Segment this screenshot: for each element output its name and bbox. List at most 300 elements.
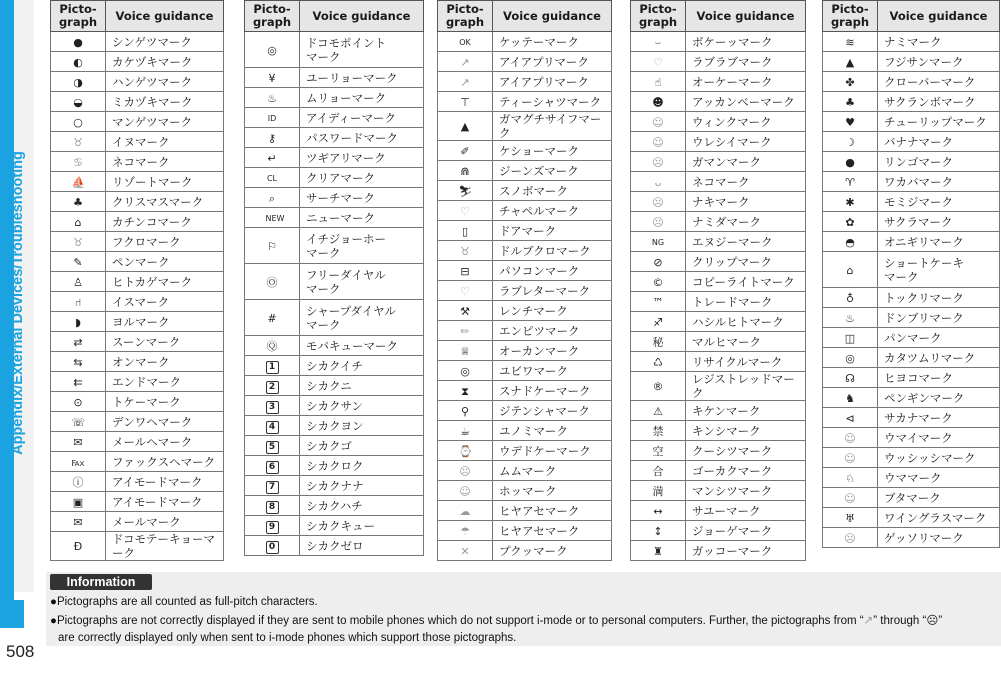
pictograph-cell	[51, 492, 106, 512]
pictograph-cell	[438, 181, 493, 201]
voice-guidance-cell: クーシツマーク	[686, 441, 806, 461]
voice-guidance-cell: パンマーク	[878, 328, 1000, 348]
pictograph-icon: ♙	[73, 275, 83, 289]
pictograph-icon: ♨	[845, 311, 855, 325]
pictograph-cell	[631, 92, 686, 112]
table-row	[438, 181, 612, 201]
voice-guidance-cell: シンゲツマーク	[106, 32, 224, 52]
pictograph-icon: ◫	[844, 331, 856, 345]
table-row	[51, 352, 224, 372]
pictograph-cell	[51, 532, 106, 561]
sidebar-tab	[0, 600, 24, 628]
table-row	[823, 72, 1000, 92]
pictograph-cell	[631, 52, 686, 72]
table-row	[438, 461, 612, 481]
table-row	[245, 536, 424, 556]
pictograph-icon: ✉	[73, 435, 83, 449]
pictograph-icon: ®	[652, 380, 664, 393]
information-bullet-1: ●Pictographs are all counted as full-pitch characters.	[50, 596, 318, 608]
voice-guidance-cell: クローバーマーク	[878, 72, 1000, 92]
voice-guidance-cell: ラブラブマーク	[686, 52, 806, 72]
pictograph-cell	[631, 292, 686, 312]
pictograph-cell	[823, 448, 878, 468]
pictograph-cell	[438, 281, 493, 301]
pictograph-icon: ✐	[460, 144, 470, 158]
pictograph-cell	[823, 528, 878, 548]
voice-guidance-cell: ネコマーク	[106, 152, 224, 172]
pictograph-icon: ♺	[653, 355, 663, 369]
table-row	[823, 368, 1000, 388]
pictograph-icon: ♜	[653, 544, 663, 558]
pictograph-icon: ♁	[845, 291, 855, 305]
table-row	[438, 421, 612, 441]
voice-guidance-cell: パスワードマーク	[300, 128, 424, 148]
table-row	[823, 328, 1000, 348]
pictograph-cell	[51, 452, 106, 472]
table-row	[631, 332, 806, 352]
pictograph-cell	[631, 401, 686, 421]
voice-guidance-cell: アッカンベーマーク	[686, 92, 806, 112]
table-row	[245, 336, 424, 356]
voice-guidance-cell: サクラマーク	[878, 212, 1000, 232]
voice-guidance-cell: ヒヤアセマーク	[493, 501, 612, 521]
table-row	[245, 456, 424, 476]
pictograph-cell	[823, 112, 878, 132]
pictograph-icon: ♉	[73, 235, 83, 249]
pictograph-cell	[245, 148, 300, 168]
table-row	[631, 192, 806, 212]
pictograph-cell	[438, 72, 493, 92]
pictograph-cell	[51, 372, 106, 392]
voice-guidance-cell: ティーシャツマーク	[493, 92, 612, 112]
pictograph-cell	[51, 252, 106, 272]
pictograph-cell	[631, 461, 686, 481]
pictograph-cell	[438, 301, 493, 321]
table-row	[438, 141, 612, 161]
table-row	[51, 332, 224, 352]
pictograph-icon: ☁	[459, 504, 471, 518]
voice-guidance-cell: リンゴマーク	[878, 152, 1000, 172]
voice-guidance-cell: シカクゴ	[300, 436, 424, 456]
pictograph-cell	[51, 412, 106, 432]
voice-guidance-cell: マンシツマーク	[686, 481, 806, 501]
pictograph-cell	[631, 501, 686, 521]
pictograph-icon: ↵	[267, 151, 277, 165]
table-row	[631, 421, 806, 441]
table-header-row	[631, 1, 806, 32]
voice-guidance-cell: メールマーク	[106, 512, 224, 532]
table-row	[631, 92, 806, 112]
pictograph-icon: ♐	[653, 315, 663, 329]
pictograph-icon: ♋	[73, 155, 83, 169]
pictograph-cell	[823, 212, 878, 232]
voice-guidance-cell: トックリマーク	[878, 288, 1000, 308]
pictograph-icon: ▲	[845, 55, 855, 69]
table-row	[823, 528, 1000, 548]
pictograph-cell	[823, 368, 878, 388]
table-row	[823, 192, 1000, 212]
voice-guidance-cell: チャペルマーク	[493, 201, 612, 221]
table-row	[438, 441, 612, 461]
voice-guidance-cell: アイアプリマーク	[493, 72, 612, 92]
table-row	[631, 272, 806, 292]
table-row	[51, 132, 224, 152]
pictograph-icon: ●	[845, 155, 855, 169]
table-row	[823, 348, 1000, 368]
pictograph-icon: ◗	[75, 315, 81, 329]
pictograph-cell	[823, 468, 878, 488]
pictograph-cell	[438, 461, 493, 481]
pictograph-icon: ⧗	[461, 384, 469, 398]
pictograph-cell	[631, 132, 686, 152]
table-row	[823, 448, 1000, 468]
pictograph-cell	[51, 432, 106, 452]
voice-guidance-cell: ジテンシャマーク	[493, 401, 612, 421]
voice-guidance-cell: サーチマーク	[300, 188, 424, 208]
pictograph-icon: ⛵	[71, 175, 86, 189]
table-row	[245, 68, 424, 88]
pictograph-cell	[438, 341, 493, 361]
pictograph-cell	[823, 408, 878, 428]
pictograph-icon: ◎	[267, 43, 277, 57]
table-row	[51, 52, 224, 72]
pictograph-icon: 禁	[652, 424, 664, 438]
pictograph-icon: ◒	[73, 95, 83, 109]
pictograph-cell	[51, 192, 106, 212]
table-row	[823, 288, 1000, 308]
table-row	[823, 132, 1000, 152]
voice-guidance-cell: バナナマーク	[878, 132, 1000, 152]
table-row	[823, 232, 1000, 252]
pictograph-cell	[51, 92, 106, 112]
table-row	[823, 112, 1000, 132]
table-row	[631, 312, 806, 332]
pictograph-icon: 空	[652, 444, 664, 458]
pictograph-table-4	[630, 0, 806, 561]
pictograph-table-2	[244, 0, 424, 556]
pictograph-cell	[823, 508, 878, 528]
table-row	[245, 516, 424, 536]
pictograph-cell	[823, 52, 878, 72]
pictograph-cell	[631, 441, 686, 461]
voice-guidance-cell: ショートケーキ マーク	[878, 252, 1000, 288]
voice-guidance-cell: ヒトカゲマーク	[106, 272, 224, 292]
pictograph-icon: ▲	[460, 120, 470, 133]
pictograph-cell	[51, 332, 106, 352]
pictograph-icon: 1	[266, 361, 279, 374]
table-row	[51, 72, 224, 92]
pictograph-icon: ⊘	[653, 255, 663, 269]
table-row	[438, 341, 612, 361]
table-row	[438, 241, 612, 261]
pictograph-icon: ✕	[460, 544, 470, 558]
table-row	[631, 212, 806, 232]
table-row	[631, 401, 806, 421]
header-voice-guidance: Voice guidance	[106, 1, 224, 32]
voice-guidance-cell: シカクヨン	[300, 416, 424, 436]
pictograph-cell	[438, 52, 493, 72]
voice-guidance-cell: ペンギンマーク	[878, 388, 1000, 408]
pictograph-icon: NG	[651, 238, 665, 247]
pictograph-icon: ™	[652, 295, 664, 309]
information-label: Information	[50, 574, 152, 590]
table-row	[245, 396, 424, 416]
table-row	[245, 476, 424, 496]
pictograph-table-5	[822, 0, 1000, 548]
voice-guidance-cell: ドコモポイント マーク	[300, 32, 424, 68]
table-row	[631, 501, 806, 521]
pictograph-cell	[51, 292, 106, 312]
table-row	[823, 468, 1000, 488]
pictograph-cell	[631, 521, 686, 541]
voice-guidance-cell: ユビワマーク	[493, 361, 612, 381]
table-row	[51, 92, 224, 112]
pictograph-icon: ☺	[652, 135, 664, 149]
table-row	[823, 52, 1000, 72]
table-row	[245, 128, 424, 148]
table-row	[631, 352, 806, 372]
pictograph-cell	[631, 541, 686, 561]
pictograph-icon: ☺	[844, 431, 856, 445]
table-header-row	[438, 1, 612, 32]
voice-guidance-cell: レンチマーク	[493, 301, 612, 321]
table-row	[51, 532, 224, 561]
pictograph-cell	[631, 272, 686, 292]
pictograph-cell	[631, 232, 686, 252]
table-row	[245, 168, 424, 188]
table-row	[438, 401, 612, 421]
table-row	[51, 212, 224, 232]
pictograph-icon: ♣	[73, 195, 83, 209]
pictograph-cell	[823, 308, 878, 328]
voice-guidance-cell: レジストレッドマーク	[686, 372, 806, 401]
table-row	[245, 32, 424, 68]
voice-guidance-cell: ウィンクマーク	[686, 112, 806, 132]
pictograph-icon: ♅	[845, 511, 855, 525]
pictograph-icon: 3	[266, 401, 279, 414]
pictograph-cell	[631, 252, 686, 272]
pictograph-icon: NEW	[265, 214, 285, 223]
pictograph-icon: ◐	[73, 55, 83, 69]
table-row	[438, 32, 612, 52]
pictograph-cell	[823, 192, 878, 212]
table-row	[51, 292, 224, 312]
pictograph-cell	[245, 416, 300, 436]
pictograph-icon: ©	[652, 275, 664, 289]
pictograph-icon: ♕	[460, 344, 470, 358]
voice-guidance-cell: ワカバマーク	[878, 172, 1000, 192]
table-row	[51, 392, 224, 412]
voice-guidance-cell: スノボマーク	[493, 181, 612, 201]
voice-guidance-cell: オーカンマーク	[493, 341, 612, 361]
pictograph-cell	[438, 401, 493, 421]
pictograph-cell	[51, 232, 106, 252]
table-row	[631, 32, 806, 52]
table-row	[438, 261, 612, 281]
pictograph-icon: ☹	[844, 531, 856, 545]
voice-guidance-cell: ブタマーク	[878, 488, 1000, 508]
table-row	[438, 112, 612, 141]
pictograph-table-3	[437, 0, 612, 561]
pictograph-icon: ⌚	[458, 444, 473, 458]
voice-guidance-cell: デンワヘマーク	[106, 412, 224, 432]
pictograph-cell	[245, 396, 300, 416]
pictograph-cell	[51, 112, 106, 132]
pictograph-cell	[245, 32, 300, 68]
voice-guidance-cell: ナキマーク	[686, 192, 806, 212]
voice-guidance-cell: ケショーマーク	[493, 141, 612, 161]
voice-guidance-cell: ガマンマーク	[686, 152, 806, 172]
pictograph-icon: ☻	[652, 95, 664, 109]
header-pictograph: Picto- graph	[631, 1, 686, 32]
pictograph-cell	[51, 512, 106, 532]
table-row	[631, 461, 806, 481]
pictograph-icon: ⚐	[267, 239, 277, 253]
pictograph-icon: ☝	[654, 75, 662, 89]
table-row	[438, 321, 612, 341]
voice-guidance-cell: ヒヨコマーク	[878, 368, 1000, 388]
pictograph-cell	[51, 272, 106, 292]
voice-guidance-cell: シカクナナ	[300, 476, 424, 496]
table-row	[438, 52, 612, 72]
table-row	[823, 212, 1000, 232]
pictograph-cell	[51, 152, 106, 172]
pictograph-icon: ⚠	[653, 404, 663, 418]
voice-guidance-cell: カチンコマーク	[106, 212, 224, 232]
voice-guidance-cell: シャープダイヤル マーク	[300, 300, 424, 336]
voice-guidance-cell: ケッテーマーク	[493, 32, 612, 52]
pictograph-cell	[245, 516, 300, 536]
voice-guidance-cell: ペンマーク	[106, 252, 224, 272]
pictograph-cell	[823, 132, 878, 152]
voice-guidance-cell: ハンゲツマーク	[106, 72, 224, 92]
table-row	[51, 112, 224, 132]
voice-guidance-cell: イチジョーホー マーク	[300, 228, 424, 264]
pictograph-icon: ⚲	[460, 404, 470, 418]
pictograph-cell	[245, 188, 300, 208]
voice-guidance-cell: イスマーク	[106, 292, 224, 312]
header-pictograph: Picto- graph	[245, 1, 300, 32]
table-row	[823, 252, 1000, 288]
pictograph-icon: ☏	[71, 415, 86, 429]
voice-guidance-cell: トレードマーク	[686, 292, 806, 312]
pictograph-cell	[631, 421, 686, 441]
table-row	[631, 52, 806, 72]
voice-guidance-cell: ユーリョーマーク	[300, 68, 424, 88]
pictograph-icon: ⇄	[73, 335, 83, 349]
table-row	[245, 148, 424, 168]
pictograph-icon: ☺	[844, 451, 856, 465]
table-row	[823, 152, 1000, 172]
table-row	[51, 452, 224, 472]
pictograph-icon: ☺	[652, 115, 664, 129]
pictograph-cell	[438, 112, 493, 141]
pictograph-cell	[51, 32, 106, 52]
voice-guidance-cell: リサイクルマーク	[686, 352, 806, 372]
pictograph-cell	[245, 376, 300, 396]
pictograph-icon: ☺	[459, 484, 471, 498]
pictograph-icon: ♣	[845, 95, 855, 109]
table-row	[438, 501, 612, 521]
header-pictograph: Picto- graph	[823, 1, 878, 32]
table-row	[823, 428, 1000, 448]
pictograph-icon: ♥	[845, 115, 855, 129]
voice-guidance-cell: マルヒマーク	[686, 332, 806, 352]
voice-guidance-cell: ツギアリマーク	[300, 148, 424, 168]
table-row	[51, 32, 224, 52]
pictograph-table-1	[50, 0, 224, 561]
voice-guidance-cell: マンゲツマーク	[106, 112, 224, 132]
header-voice-guidance: Voice guidance	[686, 1, 806, 32]
pictograph-cell	[245, 336, 300, 356]
voice-guidance-cell: カタツムリマーク	[878, 348, 1000, 368]
pictograph-cell	[438, 361, 493, 381]
pictograph-cell	[438, 201, 493, 221]
pictograph-cell	[823, 72, 878, 92]
table-row	[245, 416, 424, 436]
table-row	[631, 112, 806, 132]
voice-guidance-cell: アイアプリマーク	[493, 52, 612, 72]
table-row	[823, 172, 1000, 192]
pictograph-cell	[51, 472, 106, 492]
voice-guidance-cell: ムムマーク	[493, 461, 612, 481]
pictograph-cell	[245, 264, 300, 300]
pictograph-cell	[631, 72, 686, 92]
pictograph-cell	[245, 456, 300, 476]
table-row	[438, 92, 612, 112]
pictograph-icon: ID	[267, 114, 277, 123]
pictograph-icon: ⇇	[73, 375, 83, 389]
voice-guidance-cell: ハシルヒトマーク	[686, 312, 806, 332]
voice-guidance-cell: スナドケーマーク	[493, 381, 612, 401]
pictograph-cell	[823, 92, 878, 112]
voice-guidance-cell: ラブレターマーク	[493, 281, 612, 301]
pictograph-cell	[823, 428, 878, 448]
voice-guidance-cell: ウレシイマーク	[686, 132, 806, 152]
pictograph-cell	[438, 441, 493, 461]
pictograph-icon: ◎	[845, 351, 855, 365]
pictograph-cell	[245, 88, 300, 108]
pictograph-icon: ⋒	[460, 164, 470, 178]
pictograph-cell	[631, 172, 686, 192]
voice-guidance-cell: ニューマーク	[300, 208, 424, 228]
pictograph-cell	[631, 32, 686, 52]
pictograph-icon: ᴗ	[654, 175, 662, 189]
pictograph-icon: ☹	[652, 195, 664, 209]
table-row	[631, 441, 806, 461]
pictograph-icon: ⇆	[73, 355, 83, 369]
pictograph-icon: ☺	[844, 491, 856, 505]
pictograph-cell	[631, 481, 686, 501]
pictograph-cell	[631, 312, 686, 332]
pictograph-cell	[823, 328, 878, 348]
voice-guidance-cell: ドルブクロマーク	[493, 241, 612, 261]
pictograph-cell	[245, 128, 300, 148]
table-row	[245, 436, 424, 456]
table-header-row	[823, 1, 1000, 32]
table-row	[438, 161, 612, 181]
table-row	[51, 172, 224, 192]
pictograph-cell	[245, 536, 300, 556]
information-bullet-2-text-c: ”	[938, 615, 943, 627]
table-row	[438, 381, 612, 401]
pictograph-icon: ◎	[460, 364, 470, 378]
pictograph-icon: ℻	[71, 455, 85, 469]
pictograph-icon: ♉	[73, 135, 83, 149]
table-row	[51, 312, 224, 332]
voice-guidance-cell: シカクニ	[300, 376, 424, 396]
pictograph-icon: ⓘ	[72, 475, 84, 489]
